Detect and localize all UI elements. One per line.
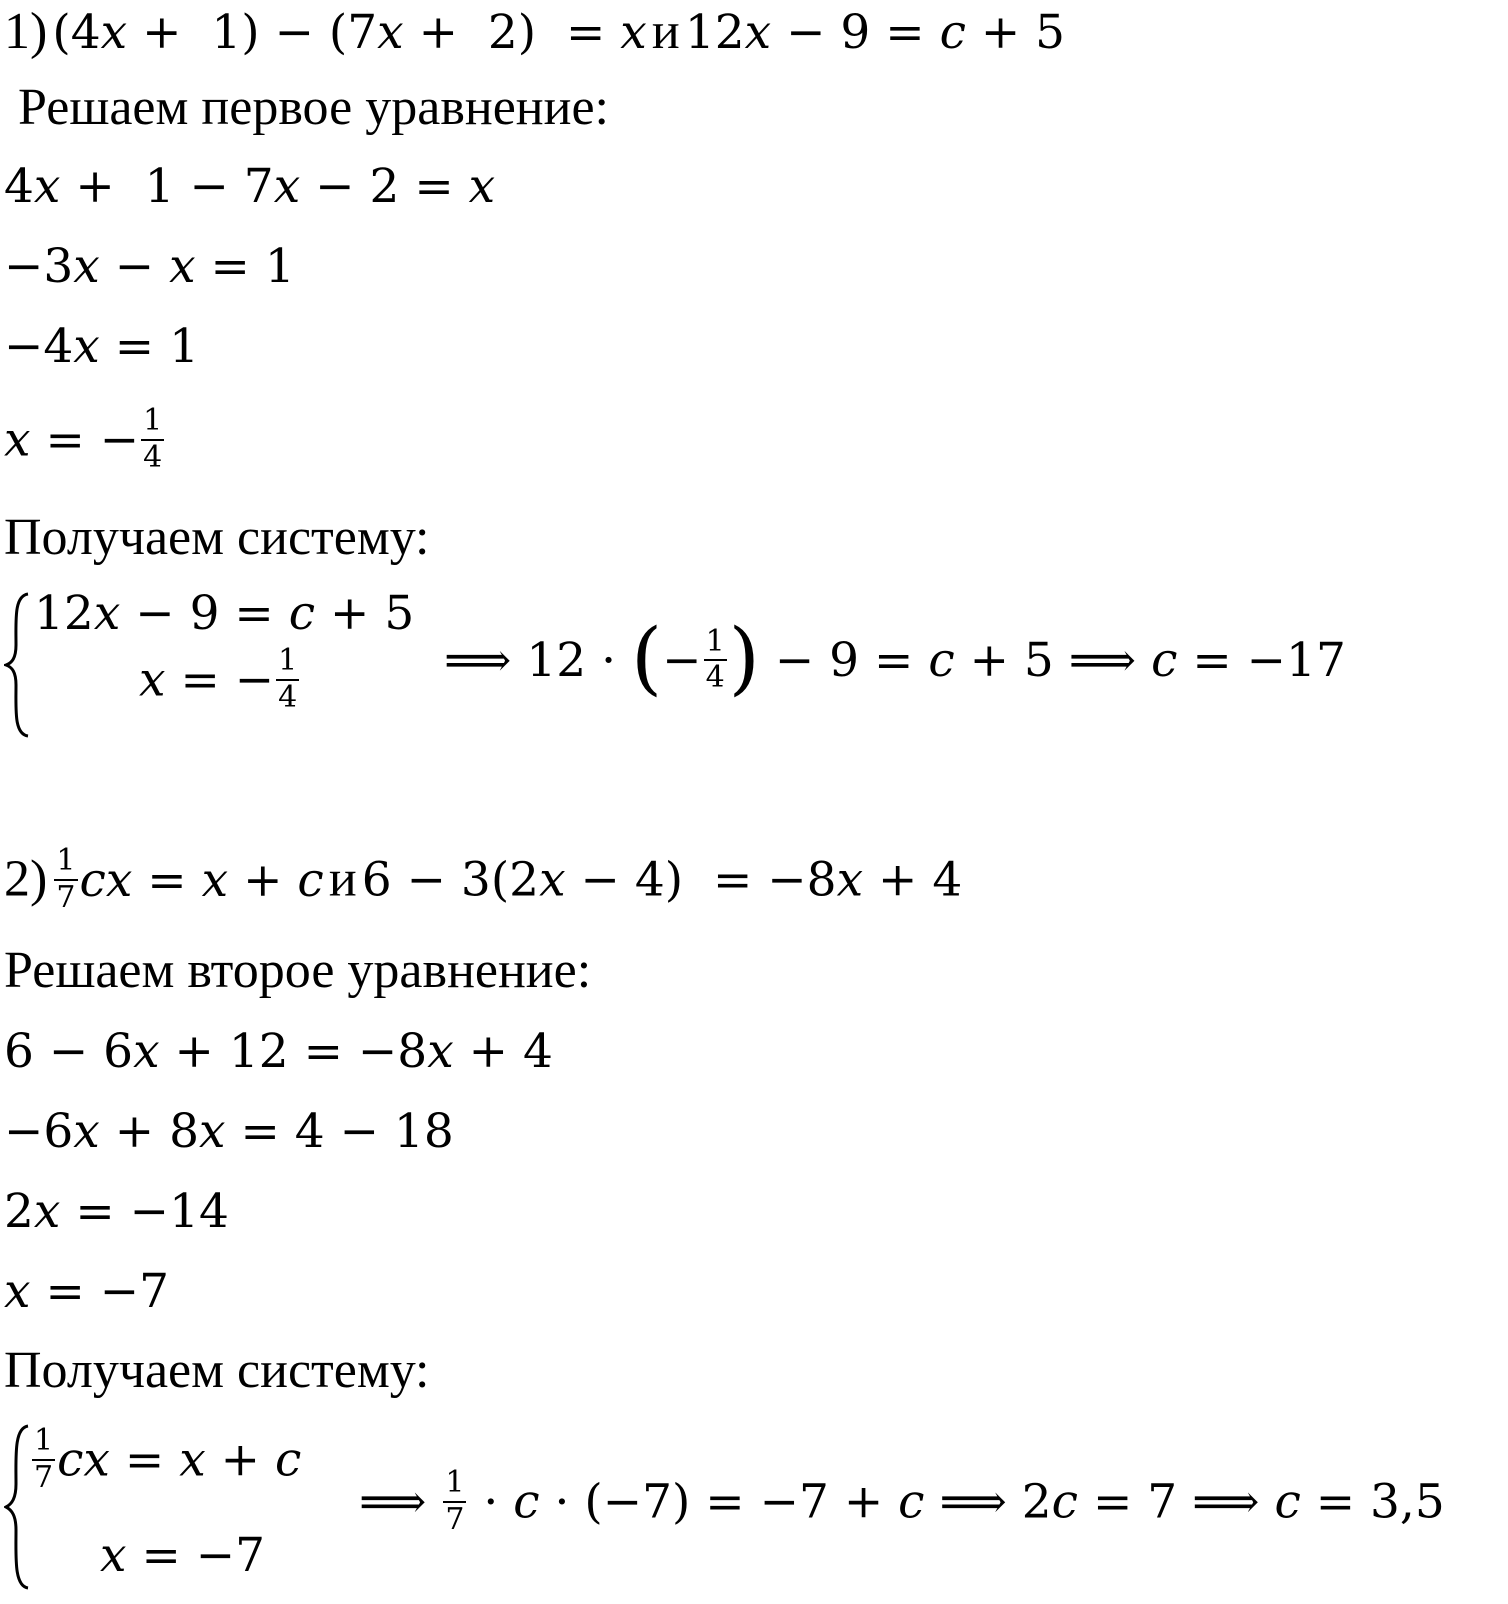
part2-number: 2) <box>4 850 48 908</box>
part1-system-eq2: x = − $\frac{1}{4}$ <box>139 643 298 715</box>
part1-heading-solve: Решаем первое уравнение: <box>18 79 609 136</box>
part1-heading-system: Получаем систему: <box>4 509 430 566</box>
part2-heading-solve: Решаем второе уравнение: <box>4 942 592 999</box>
part1-implication: ⟹ 12 · (− $\frac{1}{4}$ ) − 9 = c + 5 ⟹ c = −17 <box>444 611 1346 704</box>
part2-step-1: 6 − 6x + 12 = −8x + 4 <box>4 1024 553 1079</box>
fraction: $\frac{1}{7}$ <box>56 843 76 915</box>
part2-equation-a: $\frac{1}{7}$ cx = x + c <box>56 843 324 915</box>
part1-conjunction: и <box>651 3 680 60</box>
part1-answer-c: −17 <box>1246 633 1346 688</box>
fraction: $\frac{1}{7}$ <box>445 1465 465 1537</box>
fraction: $\frac{1}{4}$ <box>143 403 163 475</box>
left-brace-icon <box>4 590 34 740</box>
part2-step-4: x = −7 <box>4 1264 170 1319</box>
part1-equation-a: (4x + 1) − (7x + 2) = x <box>52 5 647 60</box>
part2-conjunction: и <box>328 850 357 908</box>
fraction: $\frac{1}{7}$ <box>34 1423 54 1495</box>
part1-system-eq1: 12x − 9 = c + 5 <box>34 586 415 641</box>
part2-statement <box>4 843 963 919</box>
part2-implication: ⟹ $\frac{1}{7}$ · c · (−7) = −7 + c ⟹ 2c = 7 ⟹ c = 3,5 <box>359 1465 1445 1537</box>
part2-equation-b: 6 − 3(2x − 4) = −8x + 4 <box>361 852 963 908</box>
part2-step-2: −6x + 8x = 4 − 18 <box>4 1104 454 1159</box>
part2-heading-system: Получаем систему: <box>4 1342 430 1399</box>
part1-system <box>4 586 1504 750</box>
part2-step-3: 2x = −14 <box>4 1184 229 1239</box>
part1-step-2: −3x − x = 1 <box>4 239 295 294</box>
part2-system <box>4 1422 1504 1602</box>
part1-step-1: 4x + 1 − 7x − 2 = x <box>4 159 496 214</box>
part1-equation-b: 12x − 9 = c + 5 <box>684 5 1066 60</box>
part2-answer-c: 3,5 <box>1370 1474 1445 1530</box>
part2-system-eq1: $\frac{1}{7}$ cx = x + c <box>34 1423 302 1495</box>
fraction: $\frac{1}{4}$ <box>278 643 298 715</box>
part1-statement <box>4 3 1066 60</box>
part2-system-eq2: x = −7 <box>100 1528 266 1583</box>
fraction: $\frac{1}{4}$ <box>705 623 725 695</box>
part1-number: 1) <box>4 3 48 60</box>
part1-result-x: x = − $\frac{1}{4}$ <box>4 403 163 475</box>
part1-step-3: −4x = 1 <box>4 319 199 374</box>
